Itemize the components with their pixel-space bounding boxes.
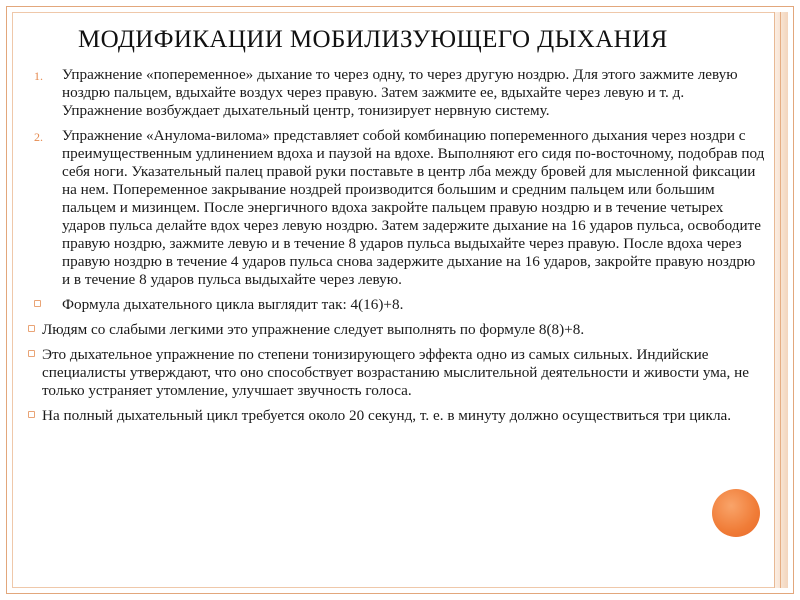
- bullet-square-icon: [34, 300, 41, 307]
- bullet-square-icon: [28, 411, 35, 418]
- list-number: 1.: [34, 69, 43, 83]
- list-item-2: [34, 127, 766, 289]
- decorative-side-rail: [774, 12, 788, 588]
- bullet-item-formula: [34, 296, 766, 314]
- list-item-1: [34, 66, 766, 120]
- decorative-orb-icon: [712, 489, 760, 537]
- bullet-item: [34, 407, 766, 425]
- bullet-text: На полный дыхательный цикл требуется около 20 секунд, т. е. в минуту должно осуществиться три цикла.: [42, 407, 732, 424]
- slide-body: [34, 66, 766, 432]
- bullet-item: [34, 346, 766, 400]
- bullet-text: Людям со слабыми легкими это упражнение следует выполнять по формуле 8(8)+8.: [42, 321, 585, 338]
- bullet-text: Это дыхательное упражнение по степени тонизирующего эффекта одно из самых сильных. Индийские специалисты утверждают, что оно способствует возрастанию мыслительной деятельности и живости ума, не только устраняет утомление, улучшает звучность голоса.: [42, 346, 749, 399]
- list-item-text: Упражнение «попеременное» дыхание то через одну, то через другую ноздрю. Для этого зажмите левую ноздрю пальцем, вдыхайте воздух через правую. Затем зажмите ее, вдыхайте через левую и т. д. Упражнение возбуждает дыхательный центр, тонизирует нервную систему.: [62, 66, 738, 119]
- slide-title: МОДИФИКАЦИИ МОБИЛИЗУЮЩЕГО ДЫХАНИЯ: [78, 26, 668, 53]
- decorative-rail-line: [780, 12, 781, 588]
- bullet-square-icon: [28, 325, 35, 332]
- bullet-square-icon: [28, 350, 35, 357]
- bullet-item: [34, 321, 766, 339]
- bullet-text: Формула дыхательного цикла выглядит так: 4(16)+8.: [62, 296, 404, 313]
- list-item-text: Упражнение «Анулома-вилома» представляет собой комбинацию попеременного дыхания через ноздри с преимущественным удлинением вдоха и паузой на вдохе. Выполняют его сидя по-восточному, подобрав под себя ноги. Указательный палец правой руки поставьте в центр лба между бровей для мысленной фиксации на нем. Попеременное закрывание ноздрей производится большим и средним пальцем или большим пальцем и мизинцем. После энергичного вдоха закройте пальцем правую ноздрю и в течение четырех ударов пульса делайте вдох через левую ноздрю. Затем задержите дыхание на 16 ударов пульса, освободите правую ноздрю, зажмите левую и в течение 8 ударов пульса выдыхайте через правую. После вдоха через правую ноздрю в течение 4 ударов пульса снова задержите дыхание на 16 ударов, закройте правую ноздрю и в течение 8 ударов пульса выдыхайте через левую.: [62, 127, 765, 288]
- list-number: 2.: [34, 130, 43, 144]
